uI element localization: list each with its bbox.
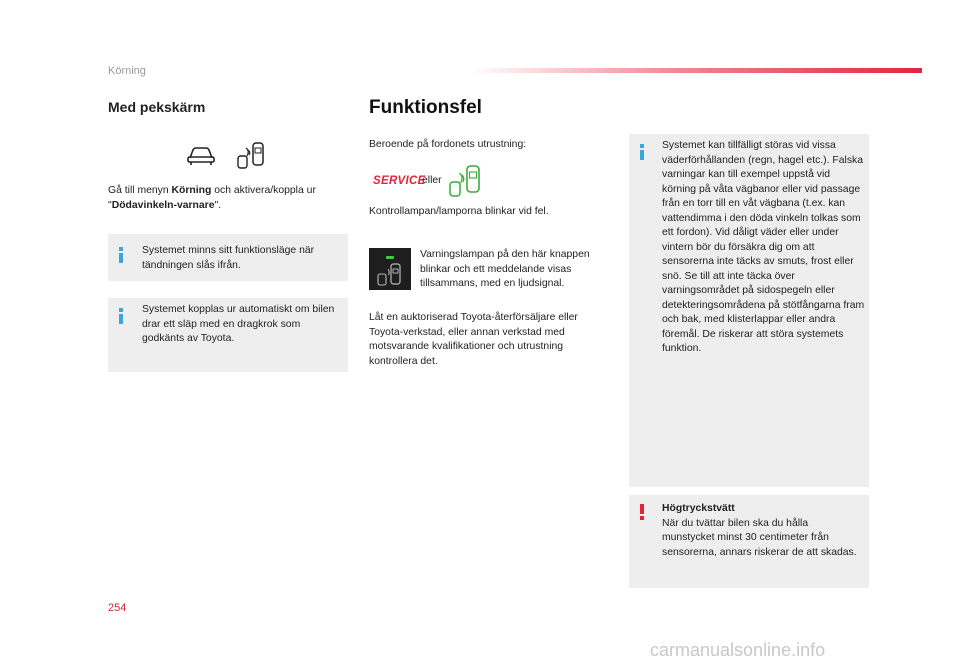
info-box-trailer bbox=[108, 298, 348, 372]
menu-name: Körning bbox=[171, 185, 212, 196]
blink-text: Kontrollampan/lamporna blinkar vid fel. bbox=[369, 206, 549, 217]
header-accent-bar bbox=[470, 68, 922, 73]
info-icon bbox=[640, 144, 644, 160]
or-text: eller bbox=[422, 175, 442, 186]
info-box-memory bbox=[108, 234, 348, 281]
left-heading: Med pekskärm bbox=[108, 99, 206, 115]
info-box-weather bbox=[629, 134, 869, 487]
info-icon bbox=[119, 247, 123, 263]
button-warning-text: Varningslampan på den här knappen blinkar och ett meddelande visas tillsammans, med en ljudsignal. bbox=[420, 249, 590, 289]
car-front-icon bbox=[185, 143, 217, 167]
left-intro: Gå till menyn Körning och aktivera/koppla ur "Dödavinkeln-varnare". bbox=[108, 185, 316, 211]
info-text: Systemet minns sitt funktionsläge när tändningen slås ifrån. bbox=[142, 245, 315, 271]
info-icon bbox=[119, 308, 123, 324]
info-text: Systemet kopplas ur automatiskt om bilen drar ett släp med en dragkrok som godkänts av Toyota. bbox=[142, 304, 335, 344]
menu-item-name: Dödavinkeln-varnare bbox=[111, 199, 215, 211]
blind-spot-button-icon bbox=[369, 248, 411, 290]
blind-spot-warning-green-icon bbox=[447, 163, 483, 199]
section-title: Körning bbox=[108, 65, 146, 77]
warning-icon bbox=[640, 504, 644, 520]
watermark: carmanualsonline.info bbox=[650, 640, 826, 660]
middle-heading: Funktionsfel bbox=[369, 97, 482, 118]
page-number: 254 bbox=[108, 602, 127, 614]
dealer-text: Låt en auktoriserad Toyota-återförsäljare eller Toyota-verkstad, eller annan verkstad med motsvarande kvalifikationer och utrustning kontrollera det. bbox=[369, 312, 578, 367]
warning-text: När du tvättar bilen ska du hålla munstycket minst 30 centimeter från sensorerna, annars riskerar de att skadas. bbox=[662, 517, 857, 558]
service-warning-label: SERVICE bbox=[373, 175, 426, 187]
equipment-text: Beroende på fordonets utrustning: bbox=[369, 139, 527, 150]
info-text: Systemet kan tillfälligt störas vid vissa väderförhållanden (regn, hagel etc.). Falska varningar kan till exempel uppstå vid körning på våta vägbanor eller vid passage från en torr till en våt vägbana (t.ex. kan vattendimma i den döda vinkeln tolkas som ett fordon). Vid dåligt väder eller under vintern bör du försäkra dig om att sensorerna inte täcks av smuts, frost eller snö. Se till att inte täcka över varningsområdet på sidospegeln eller detekteringsområdena på stötfångarna fram och bak, med klisterlappar eller andra föremål. De riskerar att störa systemets funktion. bbox=[662, 140, 865, 354]
warning-content bbox=[662, 502, 862, 560]
warning-title: Högtryckstvätt bbox=[662, 503, 735, 514]
warning-box-pressure-wash bbox=[629, 495, 869, 588]
blind-spot-icon bbox=[235, 140, 267, 170]
